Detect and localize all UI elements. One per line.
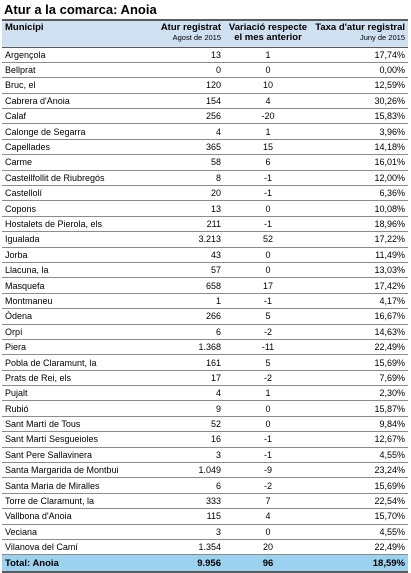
variacio-cell: -1 bbox=[263, 218, 272, 229]
table-row bbox=[2, 232, 408, 247]
variacio-cell: 5 bbox=[265, 357, 271, 368]
table-row bbox=[2, 139, 408, 154]
municipi-cell: Orpí bbox=[5, 326, 23, 337]
table-row bbox=[2, 62, 408, 77]
variacio-cell: 5 bbox=[265, 311, 271, 322]
variacio-cell: 1 bbox=[265, 126, 271, 137]
municipi-cell: Hostalets de Pierola, els bbox=[5, 218, 103, 229]
municipi-cell: Piera bbox=[5, 342, 27, 353]
variacio-cell: 0 bbox=[265, 65, 271, 76]
table-header-row bbox=[2, 20, 408, 47]
variacio-cell: -20 bbox=[261, 111, 275, 122]
municipi-cell: Vilanova del Camí bbox=[5, 542, 78, 553]
atur-cell: 120 bbox=[205, 80, 221, 91]
variacio-cell: -1 bbox=[263, 449, 272, 460]
table-row bbox=[2, 186, 408, 201]
municipi-cell: Sant Pere Sallavinera bbox=[5, 449, 93, 460]
atur-cell: 1.049 bbox=[198, 465, 221, 476]
variacio-cell: 6 bbox=[265, 157, 271, 168]
page-title: Atur a la comarca: Anoia bbox=[4, 2, 157, 17]
table-row bbox=[2, 201, 408, 216]
municipi-cell: Pobla de Claramunt, la bbox=[5, 357, 97, 368]
taxa-cell: 12,00% bbox=[374, 172, 405, 183]
variacio-cell: 20 bbox=[262, 542, 273, 553]
atur-cell: 4 bbox=[215, 126, 221, 137]
table-row bbox=[2, 493, 408, 508]
header-taxa: Taxa d'atur registral Juny de 2015 bbox=[315, 22, 405, 42]
atur-cell: 17 bbox=[210, 372, 221, 383]
atur-cell: 161 bbox=[205, 357, 221, 368]
atur-cell: 20 bbox=[210, 188, 221, 199]
municipi-cell: Pujalt bbox=[5, 388, 28, 399]
municipi-cell: Santa Margarida de Montbui bbox=[5, 465, 119, 476]
table-row bbox=[2, 432, 408, 447]
taxa-cell: 6,36% bbox=[379, 188, 405, 199]
atur-cell: 266 bbox=[205, 311, 221, 322]
atur-cell: 0 bbox=[215, 65, 221, 76]
variacio-cell: -1 bbox=[263, 295, 272, 306]
atur-cell: 8 bbox=[215, 172, 221, 183]
variacio-cell: 1 bbox=[265, 388, 271, 399]
variacio-cell: 0 bbox=[265, 203, 271, 214]
variacio-cell: 15 bbox=[262, 142, 273, 153]
taxa-cell: 23,24% bbox=[374, 465, 405, 476]
variacio-cell: 52 bbox=[262, 234, 273, 245]
taxa-cell: 4,17% bbox=[379, 295, 405, 306]
municipi-cell: Torre de Claramunt, la bbox=[5, 496, 95, 507]
atur-cell: 3 bbox=[215, 449, 221, 460]
variacio-cell: 1 bbox=[265, 49, 271, 60]
table-row bbox=[2, 447, 408, 462]
taxa-cell: 17,22% bbox=[374, 234, 405, 245]
variacio-cell: 0 bbox=[265, 419, 271, 430]
atur-cell: 658 bbox=[205, 280, 221, 291]
taxa-cell: 9,84% bbox=[379, 419, 405, 430]
municipi-cell: Castellolí bbox=[5, 188, 43, 199]
taxa-cell: 14,18% bbox=[374, 142, 405, 153]
municipi-cell: Masquefa bbox=[5, 280, 45, 291]
atur-cell: 6 bbox=[215, 326, 221, 337]
taxa-cell: 10,08% bbox=[374, 203, 405, 214]
taxa-cell: 12,67% bbox=[374, 434, 405, 445]
municipi-cell: Calonge de Segarra bbox=[5, 126, 86, 137]
table-row bbox=[2, 124, 408, 139]
table-row bbox=[2, 293, 408, 308]
taxa-cell: 17,42% bbox=[374, 280, 405, 291]
atur-cell: 115 bbox=[206, 511, 221, 522]
table-row bbox=[2, 524, 408, 539]
total-variacio: 96 bbox=[262, 557, 274, 569]
variacio-cell: 0 bbox=[265, 526, 271, 537]
table-row bbox=[2, 509, 408, 524]
header-municipi: Municipi bbox=[5, 22, 44, 33]
taxa-cell: 18,96% bbox=[374, 218, 405, 229]
atur-cell: 57 bbox=[210, 265, 221, 276]
municipi-cell: Òdena bbox=[5, 311, 33, 322]
atur-cell: 1 bbox=[215, 295, 221, 306]
atur-cell: 58 bbox=[210, 157, 221, 168]
header-atur-period: Agost de 2015 bbox=[172, 33, 221, 42]
taxa-cell: 0,00% bbox=[379, 65, 405, 76]
municipi-cell: Vallbona d'Anoia bbox=[5, 511, 72, 522]
table-row bbox=[2, 170, 408, 185]
unemployment-table bbox=[2, 19, 408, 573]
table-row bbox=[2, 93, 408, 108]
atur-cell: 3 bbox=[215, 526, 221, 537]
variacio-cell: -2 bbox=[263, 372, 272, 383]
atur-cell: 256 bbox=[205, 111, 221, 122]
table-row bbox=[2, 401, 408, 416]
taxa-cell: 15,83% bbox=[374, 111, 405, 122]
taxa-cell: 13,03% bbox=[374, 265, 405, 276]
atur-cell: 43 bbox=[210, 249, 221, 260]
taxa-cell: 3,96% bbox=[379, 126, 405, 137]
table-row bbox=[2, 78, 408, 93]
taxa-cell: 17,74% bbox=[374, 49, 405, 60]
atur-cell: 52 bbox=[210, 419, 221, 430]
taxa-cell: 15,69% bbox=[374, 480, 405, 491]
taxa-cell: 15,70% bbox=[374, 511, 405, 522]
atur-cell: 211 bbox=[206, 218, 221, 229]
taxa-cell: 4,55% bbox=[379, 526, 405, 537]
variacio-cell: -1 bbox=[263, 188, 272, 199]
municipi-cell: Veciana bbox=[5, 526, 38, 537]
total-atur: 9.956 bbox=[197, 557, 221, 569]
taxa-cell: 11,49% bbox=[375, 249, 405, 260]
table-row bbox=[2, 478, 408, 493]
municipi-cell: Copons bbox=[5, 203, 37, 214]
variacio-cell: 0 bbox=[265, 249, 271, 260]
table-row bbox=[2, 339, 408, 354]
atur-cell: 365 bbox=[205, 142, 221, 153]
taxa-cell: 16,01% bbox=[374, 157, 405, 168]
taxa-cell: 4,55% bbox=[379, 449, 405, 460]
total-row bbox=[2, 555, 408, 572]
municipi-cell: Sant Martí de Tous bbox=[5, 419, 81, 430]
taxa-cell: 2,30% bbox=[379, 388, 405, 399]
variacio-cell: 0 bbox=[265, 403, 271, 414]
municipi-cell: Llacuna, la bbox=[5, 265, 49, 276]
variacio-cell: -2 bbox=[263, 480, 272, 491]
header-atur: Atur registrat Agost de 2015 bbox=[138, 20, 224, 47]
table-row bbox=[2, 278, 408, 293]
atur-cell: 1.368 bbox=[198, 342, 221, 353]
table-row bbox=[2, 47, 408, 62]
variacio-cell: 4 bbox=[265, 511, 271, 522]
municipi-cell: Capellades bbox=[5, 142, 51, 153]
variacio-cell: -9 bbox=[263, 465, 272, 476]
variacio-cell: 10 bbox=[262, 80, 273, 91]
table-row bbox=[2, 355, 408, 370]
municipi-cell: Santa Maria de Miralles bbox=[5, 480, 100, 491]
table-row bbox=[2, 216, 408, 231]
municipi-cell: Montmaneu bbox=[5, 295, 53, 306]
municipi-cell: Castellfollit de Riubregós bbox=[5, 172, 105, 183]
municipi-cell: Bruc, el bbox=[5, 80, 36, 91]
table-row bbox=[2, 262, 408, 277]
taxa-cell: 7,69% bbox=[379, 372, 405, 383]
unemployment-table-container bbox=[2, 19, 408, 573]
variacio-cell: -1 bbox=[263, 172, 272, 183]
taxa-cell: 15,69% bbox=[374, 357, 405, 368]
table-row bbox=[2, 247, 408, 262]
variacio-cell: 17 bbox=[262, 280, 273, 291]
table-row bbox=[2, 309, 408, 324]
municipi-cell: Sant Martí Sesgueioles bbox=[5, 434, 99, 445]
taxa-cell: 30,26% bbox=[374, 95, 405, 106]
variacio-cell: -2 bbox=[263, 326, 272, 337]
header-taxa-period: Juny de 2015 bbox=[359, 33, 405, 42]
municipi-cell: Rubió bbox=[5, 403, 29, 414]
atur-cell: 6 bbox=[215, 480, 221, 491]
taxa-cell: 22,54% bbox=[374, 496, 405, 507]
municipi-cell: Argençola bbox=[5, 49, 46, 60]
municipi-cell: Prats de Rei, els bbox=[5, 372, 72, 383]
atur-cell: 154 bbox=[205, 95, 221, 106]
taxa-cell: 16,67% bbox=[374, 311, 405, 322]
municipi-cell: Carme bbox=[5, 157, 33, 168]
atur-cell: 9 bbox=[215, 403, 221, 414]
table-row bbox=[2, 155, 408, 170]
total-label: Total: Anoia bbox=[5, 557, 59, 569]
municipi-cell: Calaf bbox=[5, 111, 27, 122]
municipi-cell: Cabrera d'Anoia bbox=[5, 95, 70, 106]
taxa-cell: 12,59% bbox=[374, 80, 405, 91]
table-row bbox=[2, 109, 408, 124]
table-row bbox=[2, 370, 408, 385]
atur-cell: 3.213 bbox=[198, 234, 221, 245]
table-row bbox=[2, 416, 408, 431]
municipi-cell: Jorba bbox=[5, 249, 28, 260]
atur-cell: 4 bbox=[215, 388, 221, 399]
variacio-cell: 0 bbox=[265, 265, 271, 276]
taxa-cell: 22,49% bbox=[374, 542, 405, 553]
municipi-cell: Bellprat bbox=[5, 65, 36, 76]
total-taxa: 18,59% bbox=[372, 557, 405, 569]
taxa-cell: 14,63% bbox=[374, 326, 405, 337]
table-row bbox=[2, 324, 408, 339]
variacio-cell: 7 bbox=[265, 496, 271, 507]
municipi-cell: Igualada bbox=[5, 234, 40, 245]
atur-cell: 333 bbox=[205, 496, 221, 507]
atur-cell: 1.354 bbox=[198, 542, 221, 553]
atur-cell: 13 bbox=[210, 49, 221, 60]
variacio-cell: -11 bbox=[261, 342, 275, 353]
header-variacio: Variació respecte el mes anterior bbox=[228, 22, 308, 43]
variacio-cell: -1 bbox=[263, 434, 272, 445]
table-row bbox=[2, 386, 408, 401]
variacio-cell: 4 bbox=[265, 95, 271, 106]
table-row bbox=[2, 463, 408, 478]
taxa-cell: 22,49% bbox=[374, 342, 405, 353]
atur-cell: 16 bbox=[210, 434, 221, 445]
atur-cell: 13 bbox=[210, 203, 221, 214]
header-variacio-line2: el mes anterior bbox=[234, 32, 302, 43]
taxa-cell: 15,87% bbox=[374, 403, 405, 414]
